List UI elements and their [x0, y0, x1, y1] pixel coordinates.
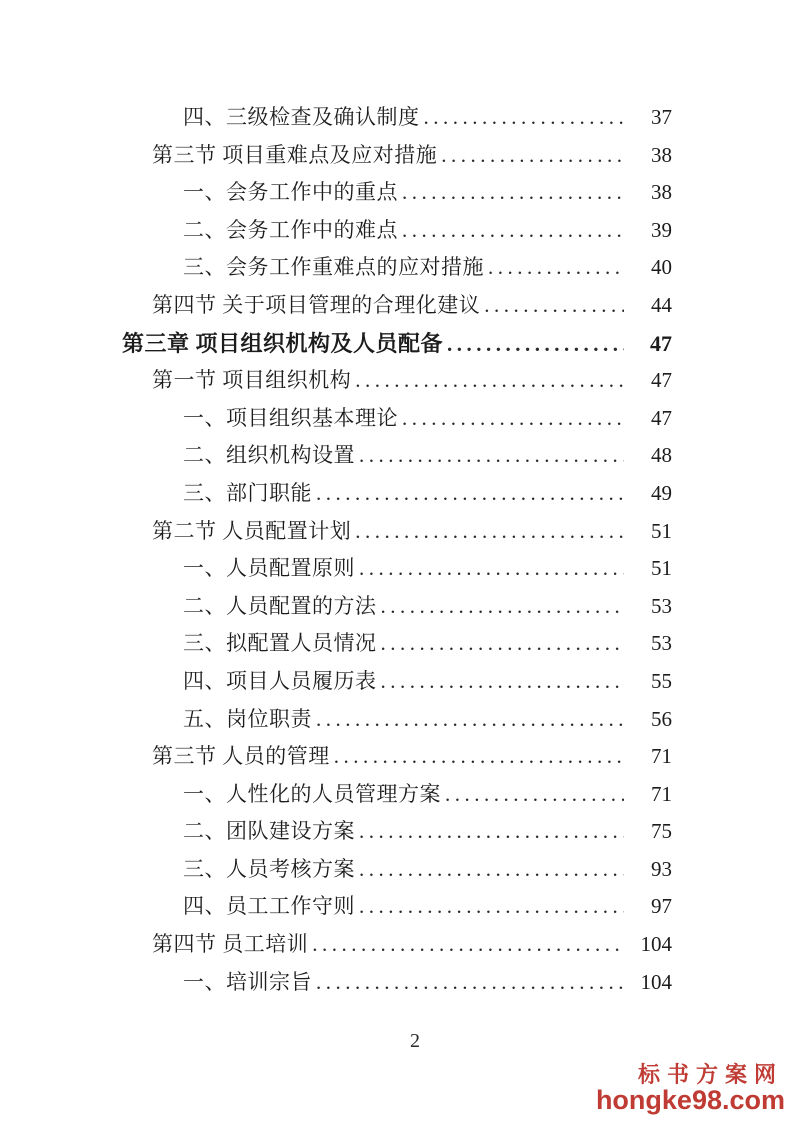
toc-entry	[122, 588, 672, 626]
toc-entry-page: 47	[651, 405, 672, 430]
toc-entry-label: 二、组织机构设置	[183, 443, 355, 468]
toc-entry-label: 一、培训宗旨	[183, 969, 312, 994]
toc-entry	[122, 362, 672, 400]
toc-entry	[122, 287, 672, 325]
watermark	[596, 1064, 785, 1114]
toc-entry-label: 四、员工工作守则	[183, 894, 355, 919]
toc-leader-dots	[359, 813, 624, 851]
toc-leader-dots	[402, 400, 624, 438]
toc-leader-dots	[381, 663, 625, 701]
toc-leader-dots	[441, 137, 624, 175]
toc-entry	[122, 325, 672, 363]
toc-entry-page: 47	[651, 368, 672, 393]
toc-entry-label: 二、团队建设方案	[183, 819, 355, 844]
toc-entry-label: 一、人性化的人员管理方案	[183, 781, 441, 806]
toc-entry	[122, 851, 672, 889]
toc-entry-page: 56	[651, 706, 672, 731]
toc-entry-page: 93	[651, 856, 672, 881]
toc-leader-dots	[402, 174, 624, 212]
toc-entry	[122, 663, 672, 701]
toc-entry-page: 38	[651, 142, 672, 167]
toc-entry-page: 48	[651, 443, 672, 468]
toc-entry	[122, 701, 672, 739]
toc-leader-dots	[359, 888, 624, 926]
toc-entry-page: 71	[651, 781, 672, 806]
toc-entry-page: 55	[651, 668, 672, 693]
toc-entry-label: 四、三级检查及确认制度	[183, 105, 420, 129]
toc-entry-label: 三、会务工作重难点的应对措施	[183, 255, 484, 280]
toc-entry-page: 38	[651, 180, 672, 205]
toc-entry	[122, 888, 672, 926]
watermark-site-name: 标书方案网	[637, 1062, 783, 1087]
toc-entry	[122, 513, 672, 551]
toc-entry	[122, 99, 672, 137]
toc-entry-label: 第二节 人员配置计划	[152, 518, 352, 543]
toc-entry-page: 37	[651, 105, 672, 129]
toc-leader-dots	[424, 99, 625, 137]
toc-entry-label: 一、会务工作中的重点	[183, 180, 398, 205]
toc-entry-page: 40	[651, 255, 672, 280]
toc-entry	[122, 137, 672, 175]
toc-leader-dots	[381, 588, 625, 626]
toc-leader-dots	[381, 625, 625, 663]
toc-entry-page: 47	[650, 330, 672, 356]
toc-entry-page: 39	[651, 217, 672, 242]
toc-entry-page: 53	[651, 631, 672, 656]
toc-entry-label: 三、拟配置人员情况	[183, 631, 377, 656]
toc-leader-dots	[359, 550, 624, 588]
table-of-contents	[122, 99, 672, 1001]
toc-entry-label: 第四节 员工培训	[152, 932, 309, 957]
toc-entry-label: 三、部门职能	[183, 480, 312, 505]
toc-leader-dots	[316, 964, 624, 1002]
toc-entry-label: 一、人员配置原则	[183, 556, 355, 581]
toc-entry-page: 51	[651, 518, 672, 543]
toc-entry-label: 三、人员考核方案	[183, 856, 355, 881]
toc-entry-page: 49	[651, 480, 672, 505]
toc-entry	[122, 249, 672, 287]
toc-entry	[122, 625, 672, 663]
toc-entry-page: 104	[640, 932, 672, 957]
toc-leader-dots	[355, 513, 624, 551]
toc-leader-dots	[484, 287, 624, 325]
toc-entry-page: 75	[651, 819, 672, 844]
toc-leader-dots	[312, 926, 624, 964]
toc-entry-page: 104	[640, 969, 672, 994]
toc-entry-label: 五、岗位职责	[183, 706, 312, 731]
toc-leader-dots	[402, 212, 624, 250]
toc-entry-label: 第三节 项目重难点及应对措施	[152, 142, 438, 167]
toc-entry-label: 第四节 关于项目管理的合理化建议	[152, 292, 481, 317]
toc-entry-page: 53	[651, 593, 672, 618]
toc-leader-dots	[359, 851, 624, 889]
toc-entry-page: 97	[651, 894, 672, 919]
toc-entry-label: 四、项目人员履历表	[183, 668, 377, 693]
toc-entry	[122, 550, 672, 588]
toc-entry-page: 51	[651, 556, 672, 581]
toc-entry-label: 第三节 人员的管理	[152, 744, 330, 769]
toc-entry-label: 第一节 项目组织机构	[152, 368, 352, 393]
toc-entry	[122, 437, 672, 475]
toc-leader-dots	[316, 475, 624, 513]
toc-leader-dots	[447, 325, 624, 364]
toc-entry	[122, 926, 672, 964]
toc-leader-dots	[359, 437, 624, 475]
toc-entry	[122, 813, 672, 851]
toc-entry	[122, 212, 672, 250]
toc-entry	[122, 475, 672, 513]
toc-entry	[122, 964, 672, 1002]
toc-leader-dots	[316, 701, 624, 739]
toc-entry	[122, 776, 672, 814]
toc-entry-label: 二、人员配置的方法	[183, 593, 377, 618]
footer-page-number: 2	[410, 1030, 420, 1052]
watermark-site-url: hongke98.com	[595, 1085, 785, 1115]
toc-entry-page: 71	[651, 744, 672, 769]
toc-leader-dots	[488, 249, 624, 287]
toc-leader-dots	[445, 776, 624, 814]
toc-entry	[122, 174, 672, 212]
toc-entry	[122, 738, 672, 776]
toc-leader-dots	[355, 362, 624, 400]
toc-entry	[122, 400, 672, 438]
toc-entry-label: 一、项目组织基本理论	[183, 405, 398, 430]
toc-leader-dots	[334, 738, 624, 776]
toc-entry-label: 第三章 项目组织机构及人员配备	[122, 330, 444, 356]
toc-entry-page: 44	[651, 292, 672, 317]
toc-entry-label: 二、会务工作中的难点	[183, 217, 398, 242]
